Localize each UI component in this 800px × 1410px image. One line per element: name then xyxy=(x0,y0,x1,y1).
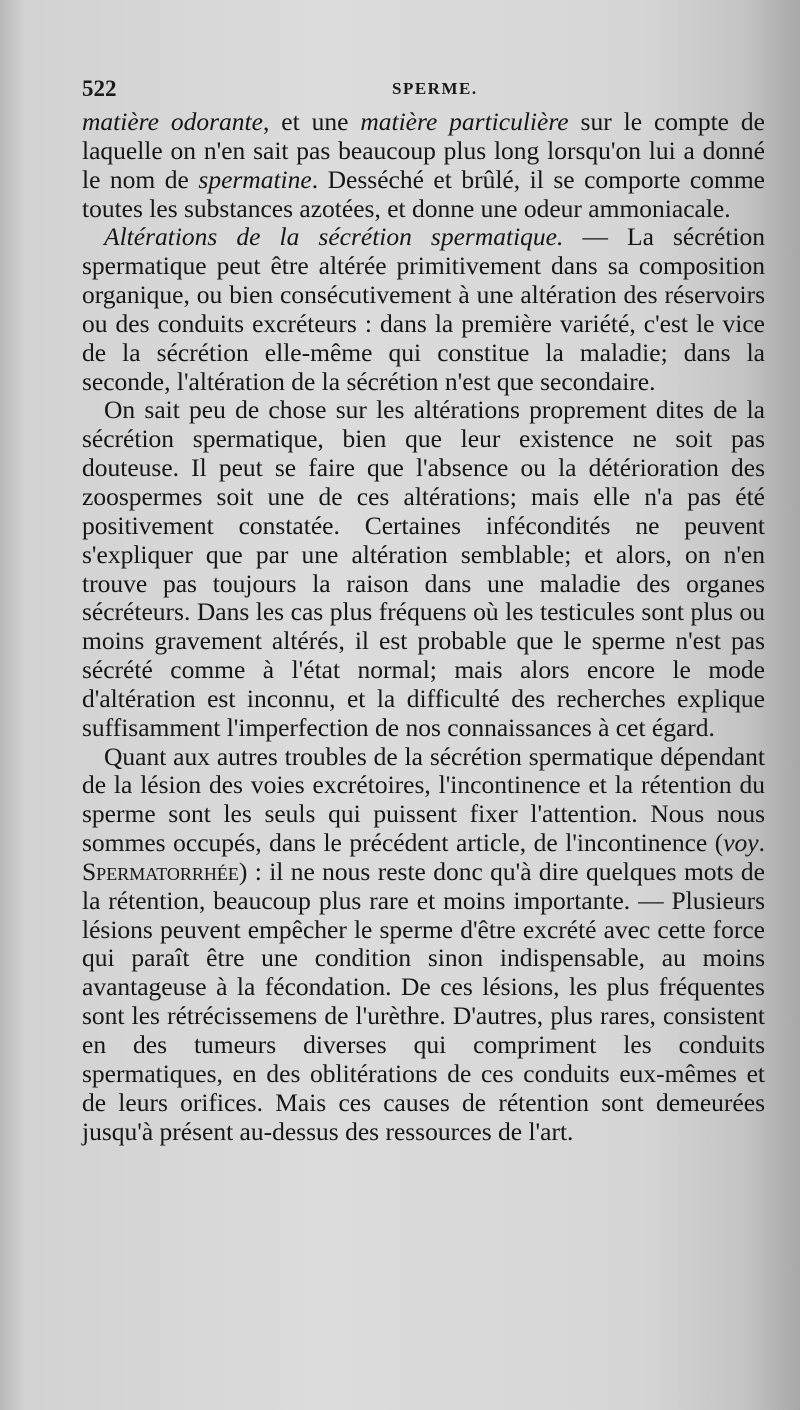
paragraph-2 xyxy=(82,223,765,396)
paragraph-1-text-a: , et une xyxy=(262,107,361,136)
paragraph-1 xyxy=(82,108,765,223)
paragraph-1-text-c: . Desséché et brûlé, il se comporte comme toutes les substances azotées, et donne une odeur ammoniacale. xyxy=(82,164,765,223)
voy-abbreviation: voy xyxy=(723,828,759,858)
section-heading: Altérations de la sécrétion spermatique. xyxy=(104,222,564,252)
page-header xyxy=(82,76,772,104)
paragraph-2-text: — La sécrétion spermatique peut être altérée primitivement dans sa composition organique, ou bien consécutivement à une altération des réservoirs ou des conduits excréteurs : dans la première variété, c'est le vice de la sécrétion elle-même qui constitue la maladie; dans la seconde, l'altération de la sécrétion n'est que secondaire. xyxy=(82,222,765,396)
running-head: SPERME. xyxy=(392,79,478,98)
body-text xyxy=(82,108,765,1146)
paragraph-3-text: On sait peu de chose sur les altérations proprement dites de la sécrétion spermatique, bien que leur existence ne soit pas douteuse. Il peut se faire que l'absence ou la détérioration des zoospermes soit une de ces altérations; mais elle n'a pas été positivement constatée. Certaines infécondités ne peuvent s'expliquer que par une altération semblable; et alors, on n'en trouve pas toujours la raison dans une maladie des organes sécréteurs. Dans les cas plus fréquens où les testicules sont plus ou moins gravement altérés, il est probable que le sperme n'est pas sécrété comme à l'état normal; mais alors encore le mode d'altération est inconnu, et la difficulté des recherches explique suffisamment l'imperfection de nos connaissances à cet égard. xyxy=(82,395,765,742)
term-matiere-odorante: matière odorante xyxy=(82,107,263,136)
paragraph-3 xyxy=(82,396,765,742)
paragraph-4-text-a: Quant aux autres troubles de la sécrétion spermatique dépendant de la lésion des voies excrétoires, l'incontinence et la rétention du sperme sont les seuls qui puissent fixer l'attention. Nous nous sommes occupés, dans le précédent article, de l'incontinence ( xyxy=(82,741,765,858)
paragraph-4-text-b: . xyxy=(758,828,765,858)
term-matiere-particuliere: matière particulière xyxy=(360,107,569,136)
page-number: 522 xyxy=(82,76,117,101)
cross-reference: Spermatorrhée xyxy=(82,856,239,886)
paragraph-4-text-c: ) : il ne nous reste donc qu'à dire quelques mots de la rétention, beaucoup plus rare et moins importante. — Plusieurs lésions peuvent empêcher le sperme d'être excrété avec cette force qui paraît être une condition sinon indispensable, au moins avantageuse à la fécondation. De ces lésions, les plus fréquentes sont les rétrécissemens de l'urèthre. D'autres, plus rares, consistent en des tumeurs diverses qui compriment les conduits spermatiques, en des oblitérations de ces conduits eux-mêmes et de leurs orifices. Mais ces causes de rétention sont demeurées jusqu'à présent au-dessus des ressources de l'art. xyxy=(82,856,765,1146)
term-spermatine: spermatine xyxy=(198,164,312,194)
paragraph-4 xyxy=(82,743,765,1147)
paragraph-1-text-b: sur le compte de laquelle on n'en sait pas beaucoup plus long lorsqu'on lui a donné le nom de xyxy=(82,107,765,194)
